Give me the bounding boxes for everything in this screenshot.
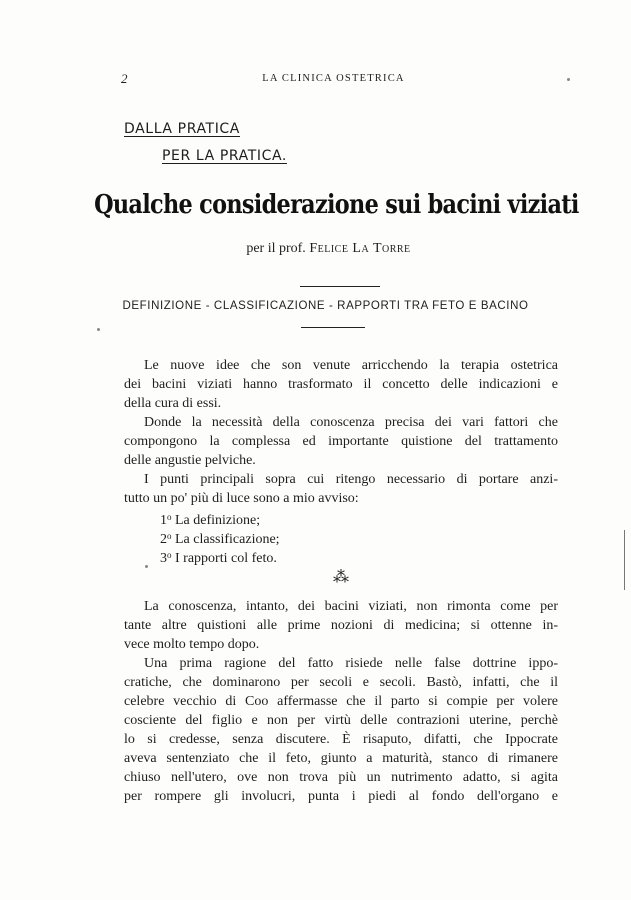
body-line: compongono la complessa ed importante quistione del trattamento — [124, 434, 558, 449]
page-number: 2 — [121, 71, 128, 86]
scan-speck — [145, 565, 148, 568]
body-line: aveva sentenziato che il feto, giunto a maturità, stanco di rimanere — [124, 751, 558, 766]
body-line: lo si credesse, senza discutere. È risaputo, difatti, che Ippocrate — [124, 732, 558, 747]
list-text: La definizione; — [175, 513, 261, 528]
section-subheading: DEFINIZIONE - CLASSIFICAZIONE - RAPPORTI TRA FETO E BACINO — [122, 300, 529, 312]
asterism-separator: ⁂ — [333, 569, 349, 586]
list-text: La classificazione; — [175, 532, 280, 547]
list-ordinal: o — [167, 512, 172, 522]
body-line: della cura di essi. — [124, 396, 222, 411]
body-line: per rompere gli involucri, punta i piedi al fondo dell'organo e — [124, 789, 558, 804]
rubric-line-1: DALLA PRATICA — [124, 121, 240, 137]
body-line: I punti principali sopra cui ritengo necessario di portare anzi- — [144, 472, 558, 487]
body-line: delle angustie pelviche. — [124, 453, 256, 468]
rubric-line-2: PER LA PRATICA. — [162, 148, 287, 164]
rule-bottom — [301, 327, 365, 328]
scan-speck — [97, 328, 100, 331]
body-line: cratiche, che dominarono per secoli e secoli. Bastò, infatti, che il — [124, 675, 558, 690]
list-item — [160, 508, 260, 527]
list-ordinal: o — [167, 531, 172, 541]
body-line: Una prima ragione del fatto risiede nelle false dottrine ippo- — [144, 656, 558, 671]
list-number: 3 — [160, 551, 167, 566]
body-line: Le nuove idee che son venute arricchendo la terapia ostetrica — [144, 358, 558, 373]
body-line: tante altre quistioni alle prime nozioni di medicina; si ottenne in- — [124, 618, 558, 633]
list-ordinal: o — [167, 550, 172, 560]
scan-edge-mark — [624, 530, 625, 590]
list-number: 2 — [160, 532, 167, 547]
list-item — [160, 527, 280, 546]
byline — [0, 241, 631, 257]
body-line: chiuso nell'utero, ove non trova più un nutrimento adatto, si agita — [124, 770, 558, 785]
byline-author: Felice La Torre — [309, 241, 411, 256]
body-line: cosciente del figlio e non per virtù delle contrazioni uterine, perchè — [124, 713, 558, 728]
body-line: vece molto tempo dopo. — [124, 637, 260, 652]
scan-speck — [567, 78, 570, 81]
body-line: La conoscenza, intanto, dei bacini viziati, non rimonta come per — [144, 599, 558, 614]
article-title: Qualche considerazione sui bacini viziati — [94, 190, 579, 220]
rule-top — [300, 286, 380, 287]
body-line: Donde la necessità della conoscenza precisa dei vari fattori che — [144, 415, 558, 430]
list-text: I rapporti col feto. — [175, 551, 277, 566]
body-line: tutto un po' più di luce sono a mio avviso: — [124, 491, 359, 506]
byline-prefix: per il prof. — [246, 241, 306, 256]
body-line: dei bacini viziati hanno trasformato il concetto delle indicazioni e — [124, 377, 558, 392]
list-number: 1 — [160, 513, 167, 528]
running-head: LA CLINICA OSTETRICA — [262, 73, 405, 84]
body-line: celebre vecchio di Coo affermasse che il parto si compie per volere — [124, 694, 558, 709]
list-item — [160, 546, 277, 565]
